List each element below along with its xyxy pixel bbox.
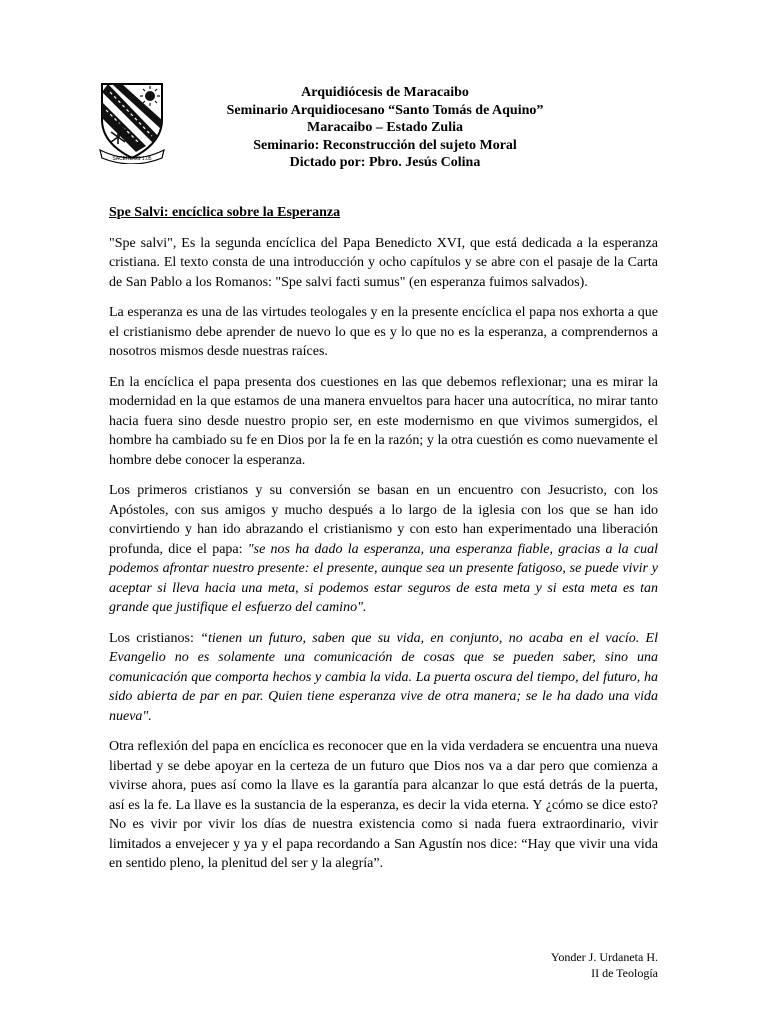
papal-quote: "se nos ha dado la esperanza, una esperanza fiable, gracias a la cual podemos afrontar nuestro presente: el presente, aunque sea un presente fatigoso, se puede vivir y aceptar si lleva hacia una meta, si podemos estar seguros de esta meta y si esta meta es tan grande que justifique el esfuerzo del camino". (109, 541, 658, 615)
seminary-name: Seminario Arquidiocesano “Santo Tomás de Aquino” (226, 102, 544, 118)
seminary-crest-logo (96, 80, 168, 164)
paragraph: En la encíclica el papa presenta dos cuestiones en las que debemos reflexionar; una es mirar la modernidad en la que estamos de una manera envueltos para hacer una autocrítica, no mirar tanto hacia fuera sino desde nuestro propio ser, en este modernismo en que vivimos sumergidos, el hombre ha cambiado su fe en Dios por la fe en la razón; y la otra cuestión es como nuevamente el hombre debe conocer la esperanza. (109, 374, 658, 468)
document-footer (551, 949, 658, 981)
paragraph (109, 629, 658, 727)
paragraph-text: Los primeros cristianos y su conversión se basan en un encuentro con Jesucristo, con los Apóstoles, con sus amigos y mucho después a lo largo de la iglesia con los que se han ido convirtiendo y han ido abrazando el cristianismo y con esto han experimentado una liberación profunda, dice el papa: (109, 483, 658, 557)
author-course: II de Teología (591, 966, 658, 980)
paragraph-text: Los cristianos: (109, 630, 201, 646)
document-header (190, 84, 580, 172)
paragraph (109, 481, 658, 618)
document-body (109, 203, 658, 885)
author-name: Yonder J. Urdaneta H. (550, 950, 658, 964)
document-title: Spe Salvi: encíclica sobre la Esperanza (109, 205, 341, 220)
location: Maracaibo – Estado Zulia (307, 120, 463, 135)
papal-quote: “tienen un futuro, saben que su vida, en conjunto, no acaba en el vacío. El Evangelio no es solamente una comunicación de cosas que se pueden saber, sino una comunicación que comporta hechos y cambia la vida. La puerta oscura del tiempo, del futuro, ha sido abierta de par en par. Quien tiene esperanza vive de otra manera; se le ha dado una vida nueva". (109, 630, 658, 724)
seminar-topic: Seminario: Reconstrucción del sujeto Moral (253, 137, 517, 153)
paragraph: "Spe salvi", Es la segunda encíclica del Papa Benedicto XVI, que está dedicada a la esperanza cristiana. El texto consta de una introducción y ocho capítulos y se abre con el pasaje de la Carta de San Pablo a los Romanos: "Spe salvi facti sumus" (en esperanza fuimos salvados). (109, 235, 658, 290)
sun-icon (140, 86, 160, 106)
instructor: Dictado por: Pbro. Jesús Colina (289, 155, 481, 170)
crest-motto: SACERDOS 1.05 (112, 156, 152, 162)
paragraph: La esperanza es una de las virtudes teologales y en la presente encíclica el papa nos exhorta a que el cristianismo debe aprender de nuevo lo que es y lo que no es la esperanza, a comprendernos a nosotros mismos desde nuestras raíces. (109, 305, 658, 359)
crest-shield-icon (96, 80, 168, 164)
archdiocese-name: Arquidiócesis de Maracaibo (301, 85, 469, 100)
paragraph: Otra reflexión del papa en encíclica es reconocer que en la vida verdadera se encuentra una nueva libertad y se debe apoyar en la certeza de un futuro que Dios nos va a dar pero que comienza a vivirse ahora, pues así como la llave es la garantía para alcanzar lo que está detrás de la puerta, así es la fe. La llave es la sustancia de la esperanza, es decir la vida eterna. Y ¿cómo se dice esto? No es vivir por vivir los días de nuestra existencia como si nada fuera extraordinario, vivir limitados a envejecer y ya y el papa recordando a San Agustín nos dice: “Hay que vivir una vida en sentido pleno, la plenitud del ser y la alegría”. (109, 739, 658, 871)
